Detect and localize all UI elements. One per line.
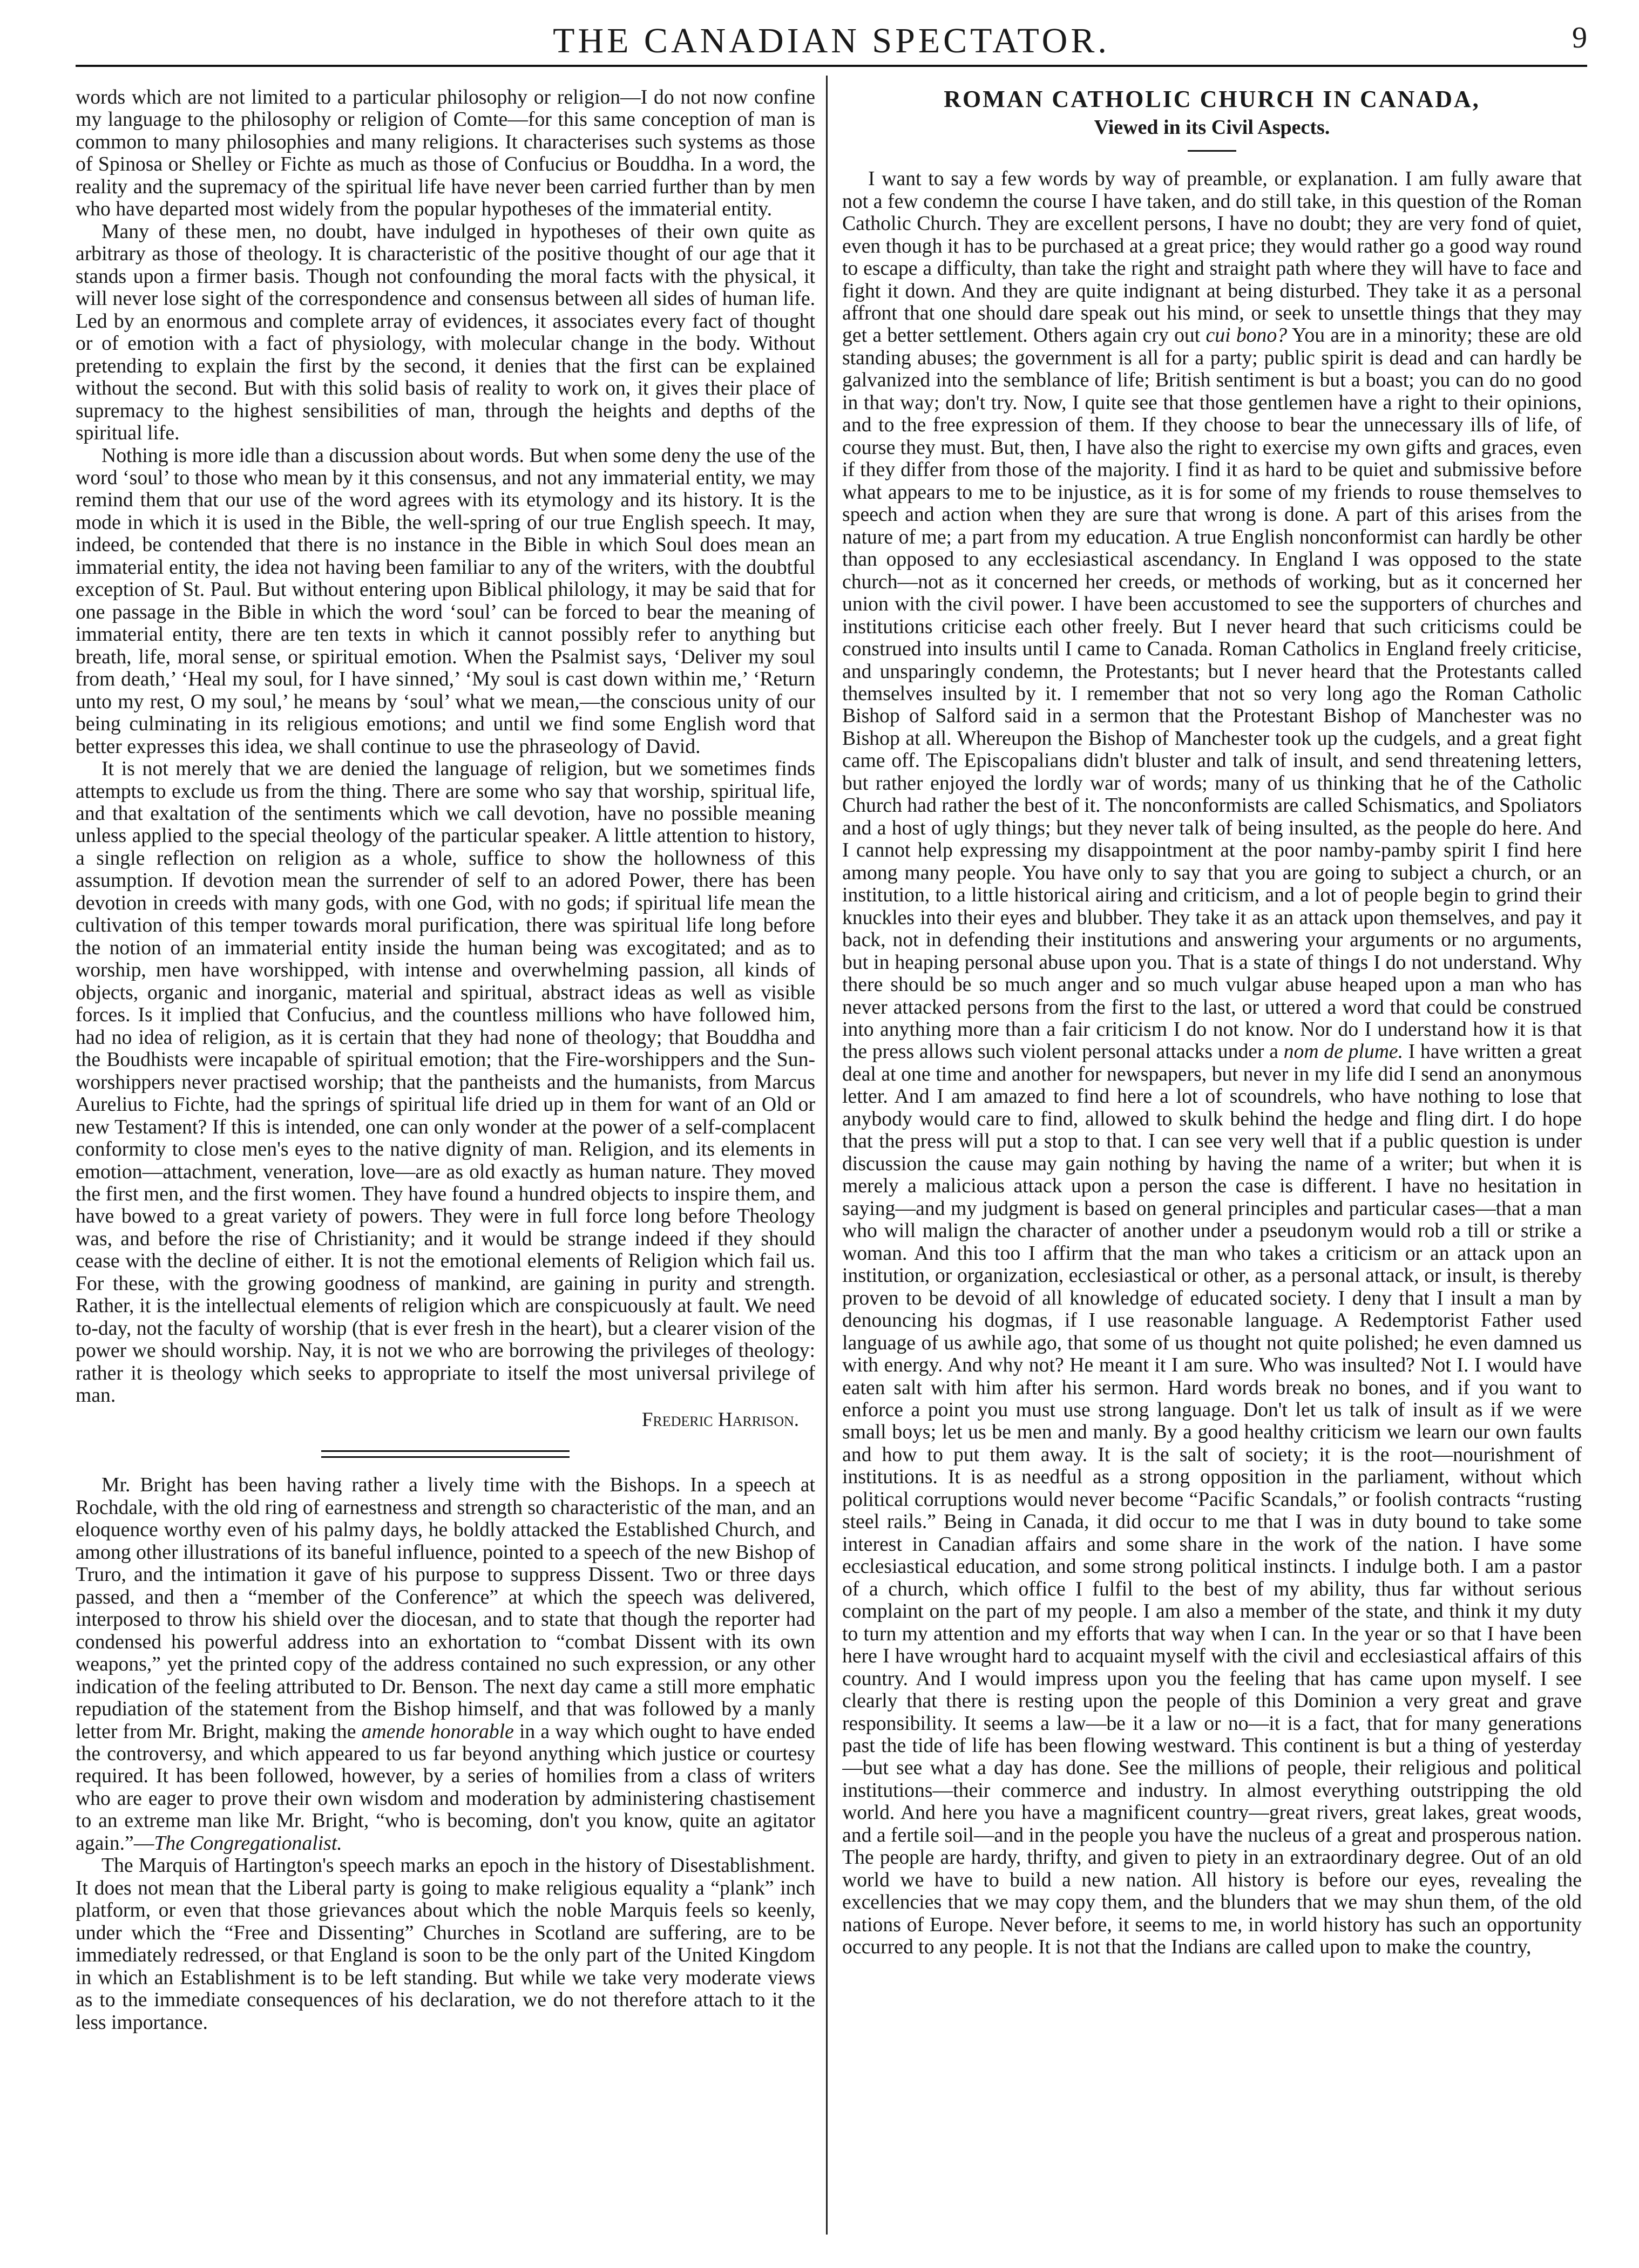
text-run: I want to say a few words by way of preamble, or explanation. I am fully aware that not a few condemn the course I have taken, and do still take, in this question of the Roman Catholic Church. They are excellent persons, I have no doubt; they are very fond of quiet, even though it has to be purchased at a great price; they would rather go a good way round to escape a difficulty, than take the right and straight path where they will have to face and fight it down. And they are quite indignant at being disturbed. They take it as a personal affront that one should dare speak out his mind, or seek to unsettle things that they may get a better settlement. Others again cry out [842,167,1582,347]
right-column [842,86,1582,2236]
section-separator [321,1450,570,1458]
italic-phrase: amende honorable [361,1720,514,1743]
article-title: ROMAN CATHOLIC CHURCH IN CANADA, [944,86,1480,112]
paragraph: Nothing is more idle than a discussion about words. But when some deny the use of the word ‘soul’ to those who mean by it this consensus, and not any immaterial entity, we may remind them that our use of the word agrees with its etymology and its history. It is the mode in which it is used in the Bible, the well-spring of our true English speech. It may, indeed, be contended that there is no instance in the Bible in which Soul does mean an immaterial entity, the idea not having been familiar to any of the writers, with the doubtful exception of St. Paul. But without entering upon Biblical philology, it may be said that for one passage in the Bible in which the word ‘soul’ can be forced to bear the meaning of immaterial entity, there are ten texts in which it cannot possibly refer to anything but breath, life, moral sense, or spiritual emotion. When the Psalmist says, ‘Deliver my soul from death,’ ‘Heal my soul, for I have sinned,’ ‘My soul is cast down within me,’ ‘Return unto my rest, O my soul,’ he means by ‘soul’ what we mean,—the conscious unity of our being culminating in its religious emotions; and until we find some English word that better expresses this idea, we shall continue to use the phraseology of David. [76,444,815,758]
source-citation: The Congregationalist. [154,1831,342,1855]
text-run: in a way which ought to have ended the controversy, and which appeared to us far beyond anything which justice or courtesy required. It has been followed, however, by a series of homilies from a class of writers who are eager to prove their own wisdom and moderation by administering chastisement to an extreme man like Mr. Bright, “who is becoming, don't you know, quite an agitator again.”— [76,1720,815,1855]
text-run: I have written a great deal at one time and another for newspapers, but never in my life did I send an anonymous letter. And I am amazed to find here a lot of scoundrels, who have nothing to lose that anybody would care to find, allowed to skulk behind the hedge and fling dirt. I do hope that the press will put a stop to that. I can see very well that if a public question is under discussion the cause may gain nothing by having the name of a writer; but when it is merely a malicious attack upon a person the case is different. I have no hesitation in saying—and my judgment is based on general principles and particular cases—that a man who will malign the character of another under a pseudonym would rob a till or strike a woman. And this too I affirm that the man who takes a criticism or an attack upon an institution, or organization, ecclesiastical or other, as a personal attack, or insult, is thereby proven to be devoid of all knowledge of educated society. I deny that I insult a man by denouncing his dogmas, if I use reasonable language. A Redemptorist Father used language of us awhile ago, that some of us thought not quite polished; he even damned us with energy. And why not? He meant it I am sure. Who was insulted? Not I. I would have eaten salt with him after his sermon. Hard words break no bones, and if you want to enforce a point you must use strong language. Don't let us talk of insult as if we were small boys; let us be men and manly. By a good healthy criticism we learn our own faults and how to put them away. It is the salt of society; it is the root—nourishment of institutions. It is as needful as a strong opposition in the parliament, without which political corruptions would never become “Pacific Scandals,” or foolish contracts “rusting steel rails.” Being in Canada, it did occur to me that I was in duty bound to take some interest in Canadian affairs and some share in the work of the nation. I have some ecclesiastical education, and some strong political instincts. I indulge both. I am a pastor of a church, which office I fulfil to the best of my ability, thus far without serious complaint on the part of my people. I am also a member of the state, and think it my duty to turn my attention and my efforts that way when I can. In the year or so that I have been here I have wrought hard to acquaint myself with the civil and ecclesiastical affairs of this country. And I would impress upon you the feeling that has came upon myself. I see clearly that there is resting upon the people of this Dominion a very great and grave responsibility. It seems a law—be it a law or no—it is a fact, that for many generations past the tide of life has been flowing westward. This continent is but a thing of yesterday—but see what a day has done. See the millions of people, their religious and political institutions—their commerce and industry. In almost everything outstripping the old world. And here you have a magnificent country—great rivers, great lakes, great woods, and a fertile soil—and in the people you have the nucleus of a great and prosperous nation. The people are hardy, thrifty, and given to piety in an extraordinary degree. Out of an old world we have to build a new nation. All history is before our eyes, revealing the excellencies that we may copy them, and the blunders that we may shun them, of the old nations of Europe. Never before, it seems to me, in world history has such an opportunity occurred to any people. It is not that the Indians are called upon to make the country, [842,1040,1582,1959]
header-rule [76,65,1587,67]
paragraph [842,168,1582,1959]
italic-phrase: cui bono? [1205,324,1288,347]
paragraph: It is not merely that we are denied the language of religion, but we sometimes finds attempts to exclude us from the thing. There are some who say that worship, spiritual life, and that exaltation of the sentiments which we call devotion, have no possible meaning unless applied to the special theology of the particular speaker. A little attention to history, a single reflection on religion as a whole, suffice to show the hollowness of this assumption. If devotion mean the surrender of self to an adored Power, there has been devotion in creeds with many gods, with one God, with no gods; if spiritual life mean the cultivation of this temper towards moral purification, there was spiritual life long before the notion of an immaterial entity inside the human being was excogitated; and as to worship, men have worshipped, with intense and overwhelming passion, all kinds of objects, organic and inorganic, material and spiritual, abstract ideas as well as visible forces. Is it implied that Confucius, and the countless millions who have followed him, had no idea of religion, as it is certain that they had none of theology; that Bouddha and the Boudhists were incapable of spiritual emotion; that the Fire-worshippers and the Sun-worshippers never practised worship; that the pantheists and the humanists, from Marcus Aurelius to Fichte, had the springs of spiritual life dried up in them for want of an Old or new Testament? If this is intended, one can only wonder at the power of a self-complacent conformity to close men's eyes to the native dignity of man. Religion, and its elements in emotion—attachment, veneration, love—are as old exactly as human nature. They moved the first men, and the first women. They have found a hundred objects to inspire them, and have bowed to a great variety of powers. They were in full force long before Theology was, and before the rise of Christianity; and it would be strange indeed if they should cease with the decline of either. It is not the emotional elements of Religion which fail us. For these, with the growing goodness of mankind, are gaining in purity and strength. Rather, it is the intellectual elements of religion which are conspicuously at fault. We need to-day, not the faculty of worship (that is ever fresh in the heart), but a clearer vision of the power we should worship. Nay, it is not we who are borrowing the privileges of theology: rather it is theology which seeks to appropriate to itself the most universal privilege of man. [76,757,815,1407]
publication-title: THE CANADIAN SPECTATOR. [553,21,1110,60]
paragraph: Many of these men, no doubt, have indulged in hypotheses of their own quite as arbitrary as those of theology. It is characteristic of the positive thought of our age that it stands upon a firmer basis. Though not confounding the moral facts with the physical, it will never lose sight of the correspondence and consensus between all sides of human life. Led by an enormous and complete array of evidences, it associates every fact of thought or of emotion with a fact of physiology, with molecular change in the body. Without pretending to explain the first by the second, it denies that the first can be explained without the second. But with this solid basis of reality to work on, it gives their place of supremacy to the highest sensibilities of man, through the heights and depths of the spiritual life. [76,220,815,445]
page-number: 9 [1572,21,1587,55]
article-subtitle: Viewed in its Civil Aspects. [1094,116,1330,139]
paragraph [76,1474,815,1855]
paragraph: The Marquis of Hartington's speech marks an epoch in the history of Disestablishment. It does not mean that the Liberal party is going to make religious equality a “plank” inch platform, or even that those grievances about which the noble Marquis feels so keenly, under which the “Free and Dissenting” Churches in Scotland are suffering, are to be immediately redressed, or that England is soon to be the only part of the United Kingdom in which an Establishment is to be left standing. But while we take very moderate views as to the immediate consequences of his declaration, we do not therefore attach to it the less importance. [76,1854,815,2034]
italic-phrase: nom de plume. [1283,1040,1404,1063]
text-run: Mr. Bright has been having rather a lively time with the Bishops. In a speech at Rochdale, with the old ring of earnestness and strength so characteristic of the man, and an eloquence worthy even of his palmy days, he boldly attacked the Established Church, and among other illustrations of its baneful influence, pointed to a speech of the new Bishop of Truro, and the intimation it gave of his purpose to suppress Dissent. Two or three days passed, and then a “member of the Conference” at which the speech was delivered, interposed to throw his shield over the diocesan, and to state that though the reporter had condensed his powerful address into an exhortation to “combat Dissent with its own weapons,” yet the printed copy of the address contained no such expression, or any other indication of the feeling attributed to Dr. Benson. The next day came a still more emphatic repudiation of the statement from the Bishop himself, and that was followed by a manly letter from Mr. Bright, making the [76,1473,815,1743]
title-rule [1188,150,1236,152]
author-signature: Frederic Harrison. [641,1408,799,1431]
column-divider [826,76,828,2235]
text-run: You are in a minority; these are old standing abuses; the government is all for a party; public spirit is dead and can hardly be galvanized into the semblance of life; British sentiment is but a boast; you can do no good in that way; don't try. Now, I quite see that those gentlemen have a right to their opinions, and to the free expression of them. If they choose to bear the unnecessary ills of life, of course they must. But, then, I have also the right to exercise my own gifts and graces, even if they differ from those of the majority. I find it as hard to be quiet and submissive before what appears to me to be injustice, as it is for some of my friends to rouse themselves to speech and action when they are sure that wrong is done. A part of this arises from the nature of me; a part from my education. A true English nonconformist can hardly be other than opposed to any ecclesiastical ascendancy. In England I was opposed to the state church—not as it concerned her creeds, or methods of working, but as it concerned her union with the civil power. I have been accustomed to see the supporters of churches and institutions criticise each other freely. But I never heard that such criticisms could be construed into insults until I came to Canada. Roman Catholics in England freely criticise, and unsparingly condemn, the Protestants; but I never heard that the Protestants called themselves insulted by it. I remember that not so very long ago the Roman Catholic Bishop of Salford said in a sermon that the Protestant Bishop of Manchester was no Bishop at all. Whereupon the Bishop of Manchester took up the cudgels, and a great fight came off. The Episcopalians didn't bluster and talk of insult, and send threatening letters, but rather enjoyed the lordly war of words; many of us thinking that he of the Catholic Church had rather the best of it. The nonconformists are called Schismatics, and Spoliators and a host of ugly things; but they never talk of being insulted, as the people do here. And I cannot help expressing my disappointment at the poor namby-pamby spirit I find here among many people. You have only to say that you are going to subject a church, or an institution, to a little historical airing and criticism, and a lot of people begin to grind their knuckles into their eyes and blubber. They take it as an attack upon themselves, and pay it back, not in defending their institutions and answering your arguments or no arguments, but in heaping personal abuse upon you. That is a state of things I do not understand. Why there should be so much anger and so much vulgar abuse heaped upon a man who has never attacked persons from the first to the last, or uttered a word that could be construed into anything more than a fair criticism I do not know. Nor do I understand how it is that the press allows such violent personal attacks under a [842,324,1582,1063]
left-column [76,86,815,2236]
paragraph: words which are not limited to a particular philosophy or religion—I do not now confine my language to the philosophy or religion of Comte—for this same conception of man is common to many philosophies and many religions. It characterises such systems as those of Spinosa or Shelley or Fichte as much as those of Confucius or Bouddha. In a word, the reality and the supremacy of the spiritual life have never been carried further than by men who have departed most widely from the popular hypotheses of the immaterial entity. [76,86,815,221]
